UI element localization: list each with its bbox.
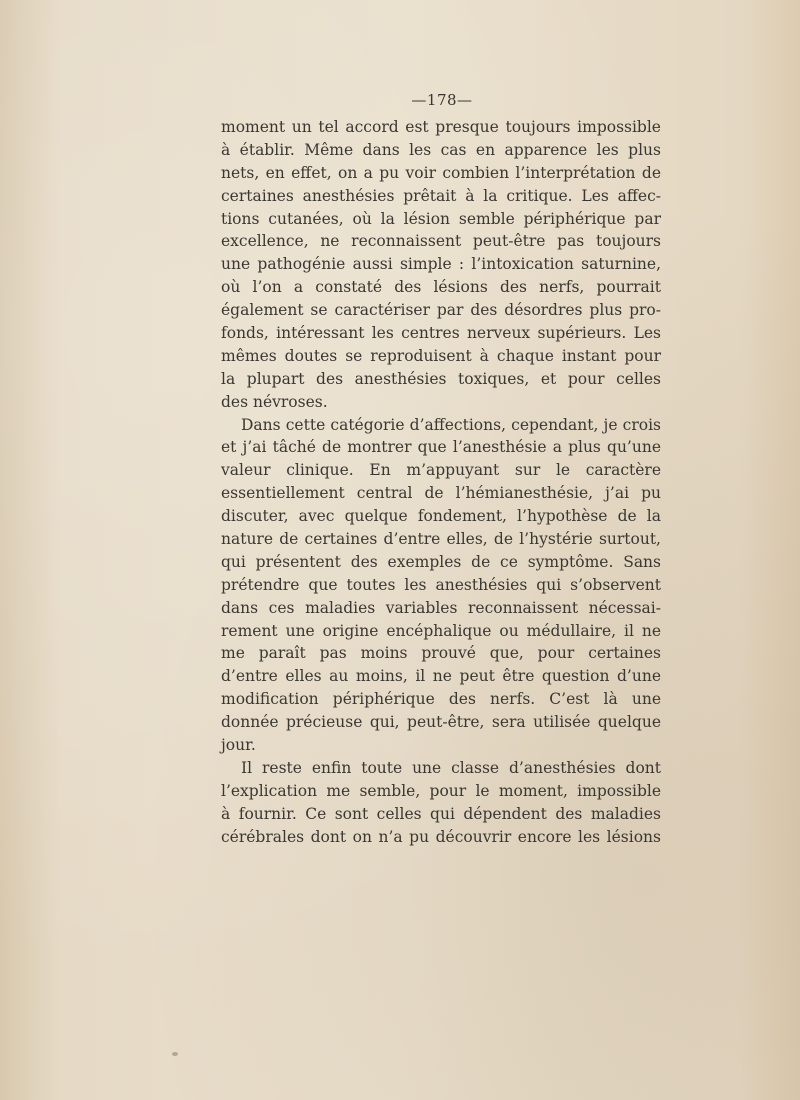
text-line: nets, en effet, on a pu voir combien l’interprétation de xyxy=(221,163,661,182)
text-line: mêmes doutes se reproduisent à chaque instant pour xyxy=(221,346,661,365)
text-line: essentiellement central de l’hémianesthésie, j’ai pu xyxy=(221,484,661,503)
text-line: dans ces maladies variables reconnaissent nécessai- xyxy=(221,598,661,617)
text-line: également se caractériser par des désordres plus pro- xyxy=(221,301,661,320)
text-line: fonds, intéressant les centres nerveux supérieurs. Les xyxy=(221,324,661,343)
text-line: à fournir. Ce sont celles qui dépendent des maladies xyxy=(221,804,661,823)
ink-blot xyxy=(172,1052,178,1056)
text-line: qui présentent des exemples de ce symptôme. Sans xyxy=(221,552,661,571)
text-line: donnée précieuse qui, peut-être, sera utilisée quelque xyxy=(221,713,661,732)
text-line: Dans cette catégorie d’affections, cependant, je crois xyxy=(241,415,661,434)
text-line: discuter, avec quelque fondement, l’hypothèse de la xyxy=(221,507,661,526)
text-line: et j’ai tâché de montrer que l’anesthésie a plus qu’une xyxy=(221,438,661,457)
text-line: prétendre que toutes les anesthésies qui s’observent xyxy=(221,575,661,594)
text-line: certaines anesthésies prêtait à la critique. Les affec- xyxy=(221,186,661,205)
text-line: d’entre elles au moins, il ne peut être question d’une xyxy=(221,667,661,686)
text-line: où l’on a constaté des lésions des nerfs, pourrait xyxy=(221,278,661,297)
text-line: la plupart des anesthésies toxiques, et pour celles xyxy=(221,369,661,388)
text-line: excellence, ne reconnaissent peut-être pas toujours xyxy=(221,232,661,251)
text-line: rement une origine encéphalique ou médullaire, il ne xyxy=(221,621,661,640)
text-line: l’explication me semble, pour le moment, impossible xyxy=(221,781,661,800)
page-number: —178— xyxy=(411,91,473,109)
text-line: à établir. Même dans les cas en apparence les plus xyxy=(221,140,661,159)
text-line: jour. xyxy=(221,736,256,755)
text-line: cérébrales dont on n’a pu découvrir encore les lésions xyxy=(221,827,661,846)
text-line: moment un tel accord est presque toujours impossible xyxy=(221,118,661,136)
text-line: des névroses. xyxy=(221,392,328,411)
text-line: une pathogénie aussi simple : l’intoxication saturnine, xyxy=(221,255,661,274)
text-line: me paraît pas moins prouvé que, pour certaines xyxy=(221,644,661,663)
text-line: Il reste enfin toute une classe d’anesthésies dont xyxy=(241,758,661,777)
body-text xyxy=(221,116,661,849)
text-line: valeur clinique. En m’appuyant sur le caractère xyxy=(221,461,661,480)
text-line: nature de certaines d’entre elles, de l’hystérie surtout, xyxy=(221,530,661,549)
text-line: modification périphérique des nerfs. C’est là une xyxy=(221,690,661,709)
text-line: tions cutanées, où la lésion semble périphérique par xyxy=(221,209,661,228)
